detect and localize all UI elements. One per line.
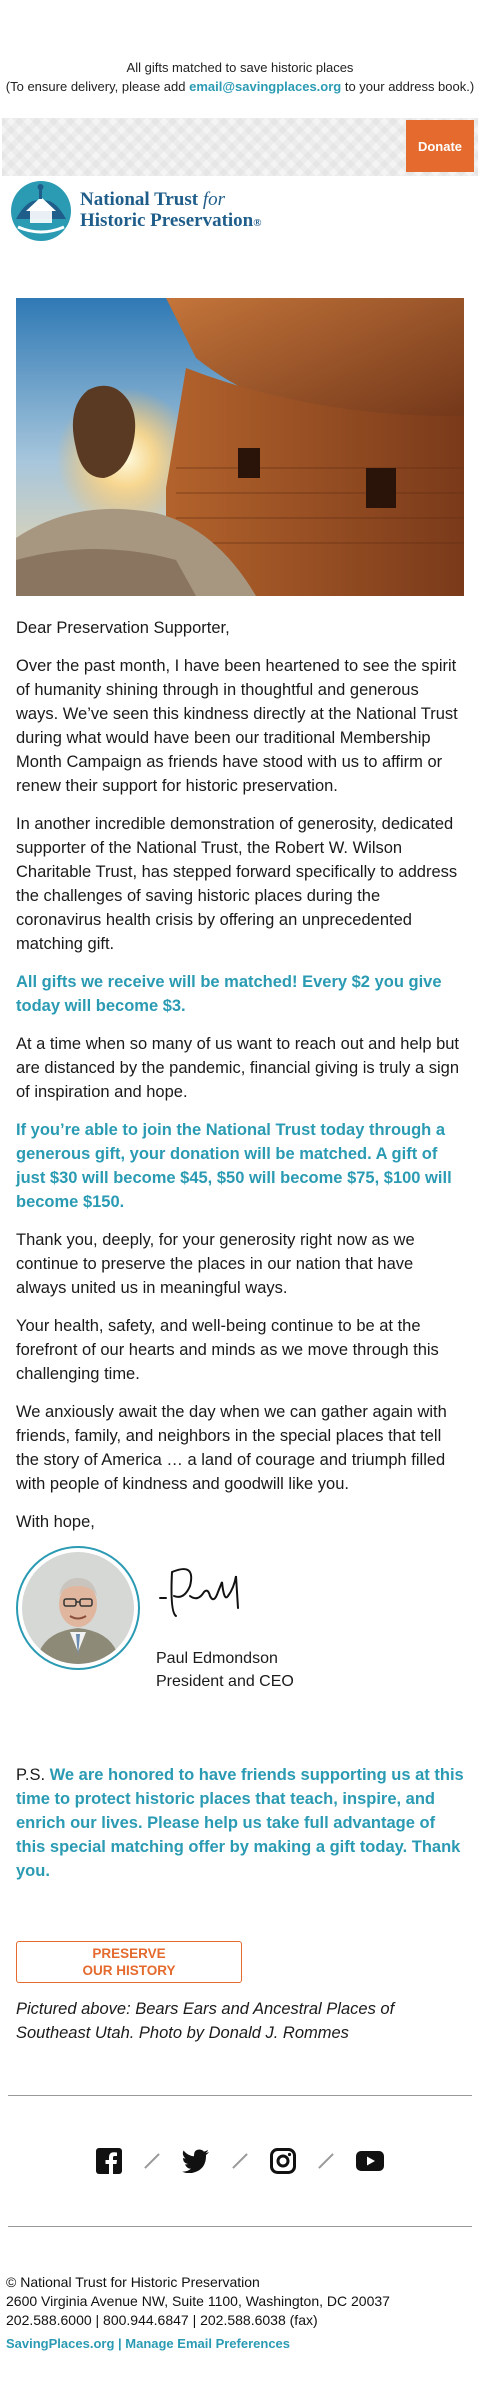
paragraph-1: Over the past month, I have been heartened to see the spirit of humanity shining through in thoughtful and generous ways. We’ve seen this kindness directly at the National Trust during what would have been our traditional Membership Month Campaign as friends have stood with us to affirm or renew their support for historic preservation.	[16, 657, 458, 795]
hero-image	[16, 298, 464, 596]
footer-copyright: © National Trust for Historic Preservation	[6, 2274, 260, 2290]
paragraph-7: Your health, safety, and well-being continue to be at the forefront of our hearts and minds as we move through this challenging time.	[16, 1317, 439, 1383]
closing: With hope,	[16, 1513, 95, 1531]
paragraph-2: In another incredible demonstration of generosity, dedicated supporter of the National Trust, the Robert W. Wilson Charitable Trust, has stepped forward specifically to address the challenges of saving historic places during the coronavirus health crisis by offering an unprecedented matching gift.	[16, 815, 458, 953]
paragraph-3-match: All gifts we receive will be matched! Every $2 you give today will become $3.	[16, 973, 442, 1015]
separator-slash	[232, 2153, 248, 2169]
email-link[interactable]: email@savingplaces.org	[189, 79, 342, 94]
separator-slash	[144, 2153, 160, 2169]
twitter-icon[interactable]	[182, 2149, 210, 2173]
preheader-line2: (To ensure delivery, please add email@savingplaces.org to your address book.)	[5, 79, 475, 94]
donate-button[interactable]: Donate	[406, 120, 474, 172]
footer-links: SavingPlaces.org | Manage Email Preferences	[6, 2336, 291, 2351]
top-banner	[2, 118, 478, 176]
paragraph-6: Thank you, deeply, for your generosity right now as we continue to preserve the places in our nation that have always united us in meaningful ways.	[16, 1231, 415, 1297]
signer-title: President and CEO	[156, 1673, 294, 1690]
manage-preferences-link[interactable]: Manage Email Preferences	[125, 2336, 291, 2351]
greeting: Dear Preservation Supporter,	[16, 619, 230, 637]
signature-block	[16, 1546, 464, 1693]
paragraph-4: At a time when so many of us want to reach out and help but are distanced by the pandemic, financial giving is truly a sign of inspiration and hope.	[16, 1035, 460, 1101]
postscript: P.S. We are honored to have friends supporting us at this time to protect historic places that teach, inspire, and enrich our lives. Please help us take full advantage of this special matching offer by making a gift today. Thank you.	[16, 1766, 464, 1880]
letter-body	[0, 616, 480, 2045]
footer-address: 2600 Virginia Avenue NW, Suite 1100, Washington, DC 20037	[6, 2293, 390, 2309]
preserve-history-button[interactable]: PRESERVE OUR HISTORY	[16, 1941, 242, 1983]
paragraph-8: We anxiously await the day when we can gather again with friends, family, and neighbors in the special places that tell the story of America … a land of courage and triumph filled with people of kindness and goodwill like you.	[16, 1403, 447, 1493]
footer-phones: 202.588.6000 | 800.944.6847 | 202.588.6038 (fax)	[6, 2312, 318, 2328]
preheader	[0, 0, 480, 118]
portrait-photo	[22, 1552, 134, 1664]
separator-slash	[318, 2153, 334, 2169]
signature-icon	[156, 1552, 246, 1632]
instagram-icon[interactable]	[270, 2148, 296, 2174]
avatar	[16, 1546, 140, 1670]
paragraph-5-match: If you’re able to join the National Trust today through a generous gift, your donation will be matched. A gift of just $30 will become $45, $50 will become $75, $100 will become $150.	[16, 1121, 452, 1211]
youtube-icon[interactable]	[356, 2151, 384, 2171]
facebook-icon[interactable]	[96, 2148, 122, 2174]
nthp-logo-icon	[8, 179, 74, 243]
logo[interactable]	[0, 176, 480, 246]
logo-wordmark: National Trust for Historic Preservation®	[80, 188, 262, 231]
signer-name: Paul Edmondson	[156, 1650, 278, 1667]
savingplaces-link[interactable]: SavingPlaces.org	[6, 2336, 115, 2351]
preheader-line1: All gifts matched to save historic places	[126, 60, 354, 75]
canyon-photo	[16, 298, 464, 596]
social-links	[0, 2096, 480, 2226]
photo-caption: Pictured above: Bears Ears and Ancestral Places of Southeast Utah. Photo by Donald J. Rommes	[16, 2000, 395, 2042]
footer	[0, 2227, 480, 2353]
